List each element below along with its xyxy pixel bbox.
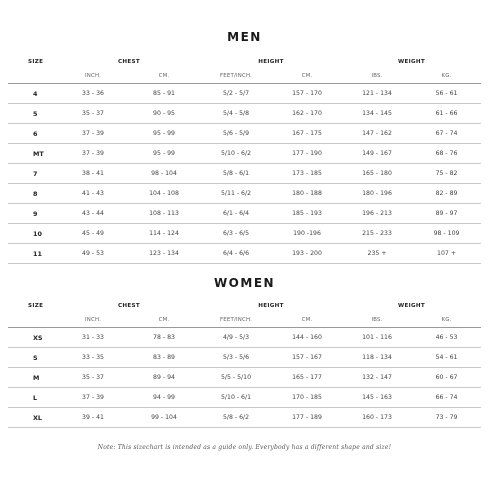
women-unit-chest-inch: INCH.	[58, 313, 128, 328]
table-cell: 149 - 167	[342, 144, 412, 164]
size-label: XL	[8, 408, 58, 428]
men-height-header: HEIGHT	[258, 59, 284, 65]
table-cell: 94 - 99	[128, 388, 200, 408]
table-cell: 85 - 91	[128, 84, 200, 104]
table-cell: 5/10 - 6/1	[200, 388, 272, 408]
women-unit-weight-kg: KG.	[412, 313, 481, 328]
table-cell: 107 +	[412, 244, 481, 264]
table-cell: 190 -196	[272, 224, 342, 244]
table-cell: 98 - 104	[128, 164, 200, 184]
women-height-header: HEIGHT	[258, 303, 284, 309]
size-label: 5	[8, 104, 58, 124]
table-row	[8, 224, 481, 244]
table-row	[8, 348, 481, 368]
table-cell: 180 - 188	[272, 184, 342, 204]
size-label: XS	[8, 328, 58, 348]
table-cell: 66 - 74	[412, 388, 481, 408]
men-unit-chest-cm: CM.	[128, 69, 200, 84]
table-cell: 6/3 - 6/5	[200, 224, 272, 244]
table-row	[8, 144, 481, 164]
table-cell: 114 - 124	[128, 224, 200, 244]
women-unit-weight-lbs: IBS.	[342, 313, 412, 328]
table-row	[8, 204, 481, 224]
table-cell: 108 - 113	[128, 204, 200, 224]
table-row	[8, 184, 481, 204]
women-unit-height-cm: CM.	[272, 313, 342, 328]
table-cell: 45 - 49	[58, 224, 128, 244]
table-cell: 165 - 180	[342, 164, 412, 184]
table-cell: 104 - 108	[128, 184, 200, 204]
table-cell: 5/4 - 5/8	[200, 104, 272, 124]
table-cell: 98 - 109	[412, 224, 481, 244]
table-cell: 101 - 116	[342, 328, 412, 348]
table-cell: 165 - 177	[272, 368, 342, 388]
table-cell: 4/9 - 5/3	[200, 328, 272, 348]
table-cell: 157 - 167	[272, 348, 342, 368]
table-row	[8, 84, 481, 104]
women-weight-header: WEIGHT	[398, 303, 426, 309]
table-cell: 147 - 162	[342, 124, 412, 144]
men-group-header-row	[8, 55, 481, 69]
women-chest-header: CHEST	[118, 303, 140, 309]
men-chest-header: CHEST	[118, 59, 140, 65]
table-cell: 173 - 185	[272, 164, 342, 184]
size-label: MT	[8, 144, 58, 164]
men-unit-header-row	[8, 69, 481, 84]
size-chart-footnote: Note: This sizechart is intended as a guide only. Everybody has a different shape and size!	[97, 444, 392, 451]
table-cell: 196 - 213	[342, 204, 412, 224]
men-title: MEN	[227, 30, 262, 44]
table-cell: 31 - 33	[58, 328, 128, 348]
table-cell: 121 - 134	[342, 84, 412, 104]
size-label: L	[8, 388, 58, 408]
table-cell: 167 - 175	[272, 124, 342, 144]
table-cell: 95 - 99	[128, 144, 200, 164]
women-unit-chest-cm: CM.	[128, 313, 200, 328]
table-row	[8, 164, 481, 184]
table-row	[8, 244, 481, 264]
table-cell: 56 - 61	[412, 84, 481, 104]
table-cell: 134 - 145	[342, 104, 412, 124]
table-cell: 75 - 82	[412, 164, 481, 184]
women-unit-height-feet: FEET/INCH.	[200, 313, 272, 328]
table-cell: 33 - 35	[58, 348, 128, 368]
men-weight-header: WEIGHT	[398, 59, 426, 65]
table-cell: 49 - 53	[58, 244, 128, 264]
table-cell: 118 - 134	[342, 348, 412, 368]
women-size-table	[8, 299, 481, 428]
table-cell: 82 - 89	[412, 184, 481, 204]
table-cell: 180 - 196	[342, 184, 412, 204]
table-cell: 33 - 36	[58, 84, 128, 104]
table-cell: 35 - 37	[58, 368, 128, 388]
table-cell: 89 - 97	[412, 204, 481, 224]
table-cell: 90 - 95	[128, 104, 200, 124]
table-cell: 5/8 - 6/1	[200, 164, 272, 184]
women-group-header-row	[8, 299, 481, 313]
table-cell: 37 - 39	[58, 144, 128, 164]
table-cell: 5/3 - 5/6	[200, 348, 272, 368]
table-cell: 185 - 193	[272, 204, 342, 224]
table-row	[8, 124, 481, 144]
size-label: 6	[8, 124, 58, 144]
table-cell: 177 - 189	[272, 408, 342, 428]
table-cell: 54 - 61	[412, 348, 481, 368]
table-cell: 67 - 74	[412, 124, 481, 144]
table-row	[8, 408, 481, 428]
men-unit-chest-inch: INCH.	[58, 69, 128, 84]
size-label: 7	[8, 164, 58, 184]
size-label: 4	[8, 84, 58, 104]
table-cell: 78 - 83	[128, 328, 200, 348]
men-unit-weight-lbs: IBS.	[342, 69, 412, 84]
table-cell: 162 - 170	[272, 104, 342, 124]
men-unit-height-feet: FEET/INCH.	[200, 69, 272, 84]
table-cell: 83 - 89	[128, 348, 200, 368]
table-row	[8, 368, 481, 388]
table-cell: 5/11 - 6/2	[200, 184, 272, 204]
table-cell: 5/6 - 5/9	[200, 124, 272, 144]
men-unit-weight-kg: KG.	[412, 69, 481, 84]
table-cell: 60 - 67	[412, 368, 481, 388]
size-label: 8	[8, 184, 58, 204]
table-cell: 193 - 200	[272, 244, 342, 264]
table-cell: 95 - 99	[128, 124, 200, 144]
table-row	[8, 104, 481, 124]
table-cell: 144 - 160	[272, 328, 342, 348]
table-cell: 5/2 - 5/7	[200, 84, 272, 104]
table-cell: 46 - 53	[412, 328, 481, 348]
table-cell: 35 - 37	[58, 104, 128, 124]
table-cell: 41 - 43	[58, 184, 128, 204]
table-cell: 160 - 173	[342, 408, 412, 428]
table-row	[8, 328, 481, 348]
table-cell: 215 - 233	[342, 224, 412, 244]
table-cell: 37 - 39	[58, 388, 128, 408]
women-size-header: SIZE	[28, 303, 44, 309]
men-size-header: SIZE	[28, 59, 44, 65]
table-cell: 177 - 190	[272, 144, 342, 164]
table-cell: 61 - 66	[412, 104, 481, 124]
table-cell: 68 - 76	[412, 144, 481, 164]
table-cell: 89 - 94	[128, 368, 200, 388]
women-unit-blank	[8, 313, 58, 328]
table-cell: 132 - 147	[342, 368, 412, 388]
men-unit-height-cm: CM.	[272, 69, 342, 84]
table-row	[8, 388, 481, 408]
table-cell: 73 - 79	[412, 408, 481, 428]
table-cell: 235 +	[342, 244, 412, 264]
size-label: 9	[8, 204, 58, 224]
table-cell: 123 - 134	[128, 244, 200, 264]
table-cell: 43 - 44	[58, 204, 128, 224]
table-cell: 39 - 41	[58, 408, 128, 428]
size-label: 11	[8, 244, 58, 264]
size-label: M	[8, 368, 58, 388]
women-unit-header-row	[8, 313, 481, 328]
women-table-body	[8, 328, 481, 428]
table-cell: 6/1 - 6/4	[200, 204, 272, 224]
table-cell: 5/5 - 5/10	[200, 368, 272, 388]
table-cell: 157 - 170	[272, 84, 342, 104]
table-cell: 38 - 41	[58, 164, 128, 184]
men-unit-blank	[8, 69, 58, 84]
men-table-body	[8, 84, 481, 264]
size-label: 10	[8, 224, 58, 244]
women-title: WOMEN	[213, 276, 276, 290]
table-cell: 145 - 163	[342, 388, 412, 408]
table-cell: 170 - 185	[272, 388, 342, 408]
table-cell: 37 - 39	[58, 124, 128, 144]
table-cell: 6/4 - 6/6	[200, 244, 272, 264]
table-cell: 99 - 104	[128, 408, 200, 428]
size-label: S	[8, 348, 58, 368]
table-cell: 5/8 - 6/2	[200, 408, 272, 428]
men-size-table	[8, 55, 481, 264]
table-cell: 5/10 - 6/2	[200, 144, 272, 164]
